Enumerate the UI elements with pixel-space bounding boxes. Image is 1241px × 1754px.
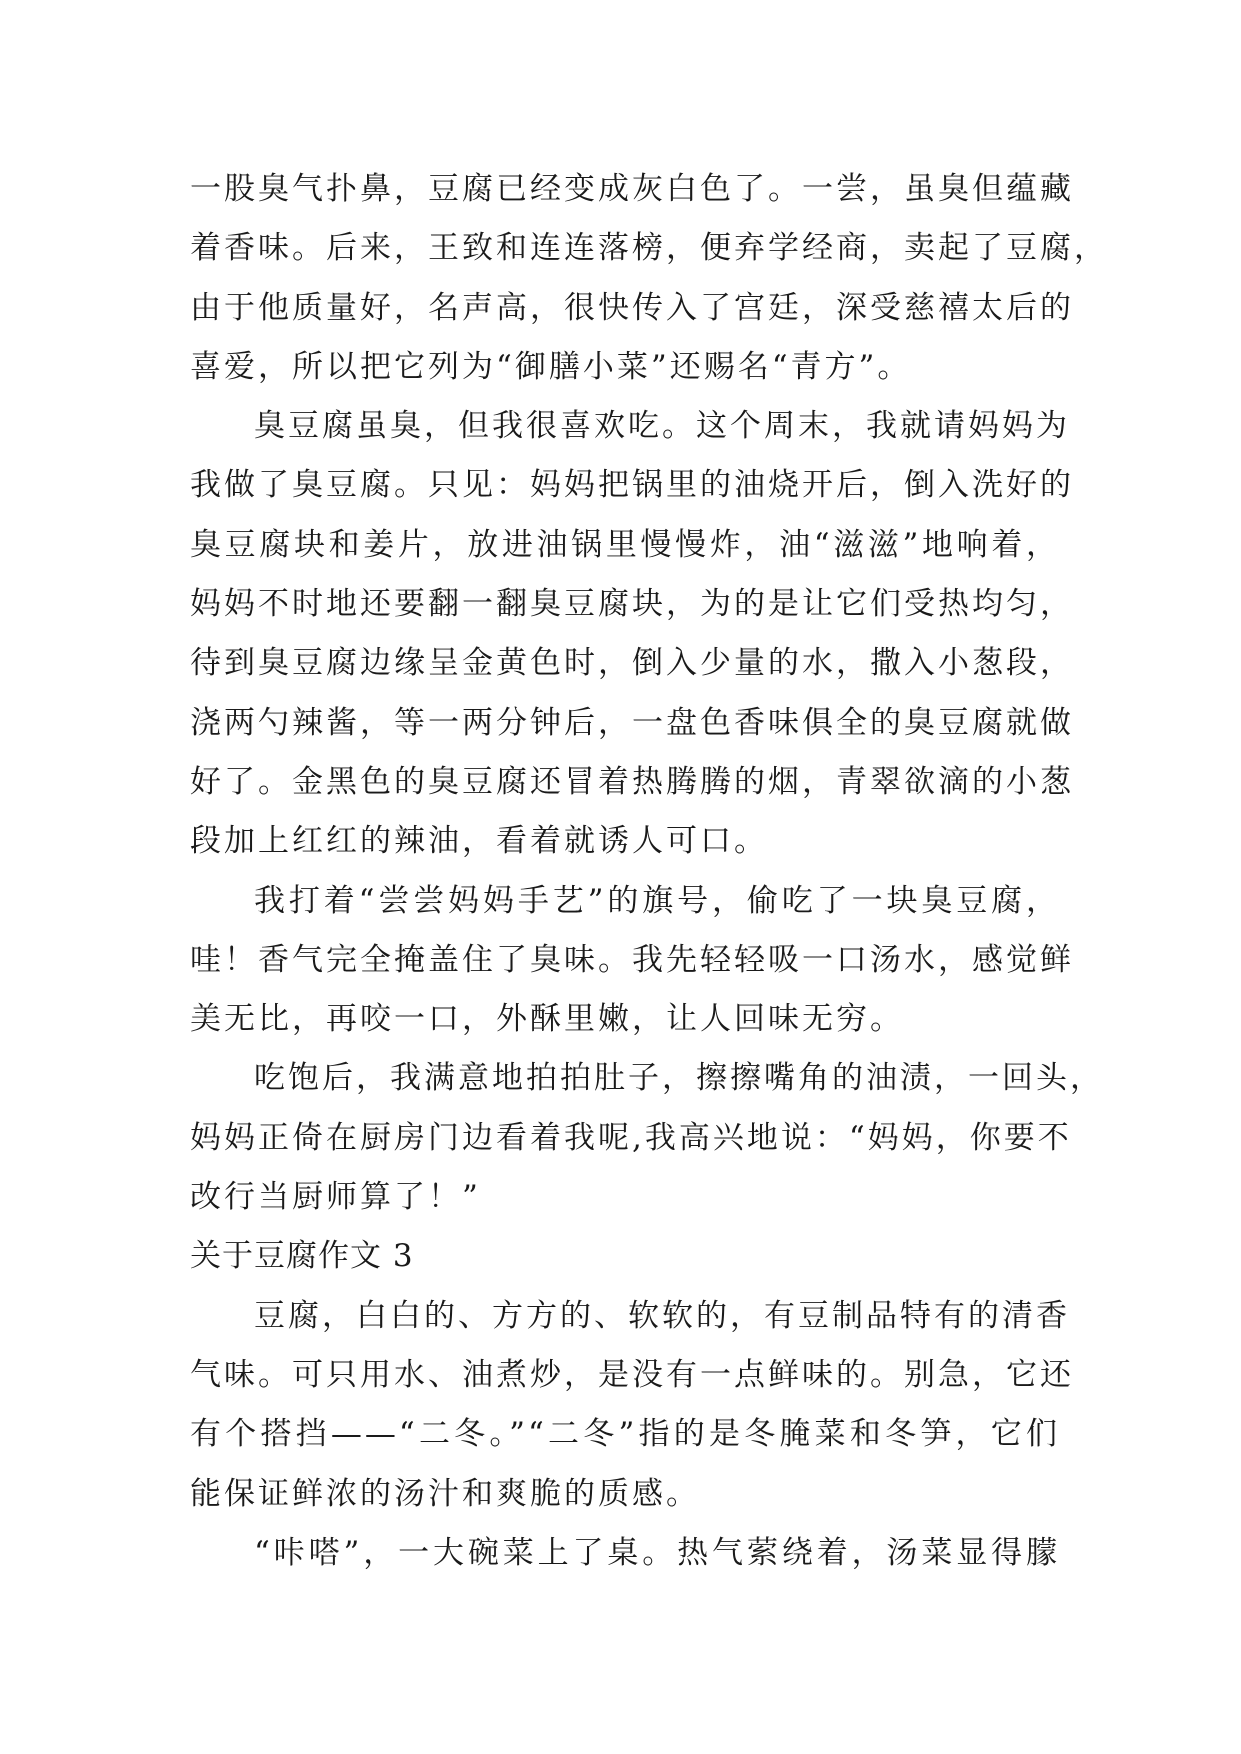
paragraph-first-line: “咔嗒”，一大碗菜上了桌。热气萦绕着，汤菜显得朦 xyxy=(254,1534,1060,1571)
text-line: 待到臭豆腐边缘呈金黄色时，倒入少量的水，撒入小葱段， xyxy=(190,645,1074,682)
text-line: 哇！香气完全掩盖住了臭味。我先轻轻吸一口汤水，感觉鲜 xyxy=(190,941,1074,978)
paragraph-first-line: 臭豆腐虽臭，但我很喜欢吃。这个周末，我就请妈妈为 xyxy=(254,408,1070,445)
text-line: 臭豆腐块和姜片，放进油锅里慢慢炸，油“滋滋”地响着， xyxy=(190,526,1060,563)
paragraph-first-line: 吃饱后，我满意地拍拍肚子，擦擦嘴角的油渍，一回头， xyxy=(254,1060,1104,1097)
paragraph-first-line: 我打着“尝尝妈妈手艺”的旗号，偷吃了一块臭豆腐， xyxy=(254,882,1060,919)
text-line: 喜爱，所以把它列为“御膳小菜”还赐名“青方”。 xyxy=(190,348,912,385)
text-line: 浇两勺辣酱，等一两分钟后，一盘色香味俱全的臭豆腐就做 xyxy=(190,704,1074,741)
document-body xyxy=(190,160,1108,1583)
text-line: 妈妈不时地还要翻一翻臭豆腐块，为的是让它们受热均匀， xyxy=(190,586,1074,623)
text-line: 改行当厨师算了！” xyxy=(190,1179,481,1216)
paragraph-first-line: 豆腐，白白的、方方的、软软的，有豆制品特有的清香 xyxy=(254,1297,1070,1334)
text-line: 好了。金黑色的臭豆腐还冒着热腾腾的烟，青翠欲滴的小葱 xyxy=(190,763,1074,800)
text-line: 美无比，再咬一口，外酥里嫩，让人回味无穷。 xyxy=(190,1001,904,1038)
text-line: 我做了臭豆腐。只见：妈妈把锅里的油烧开后，倒入洗好的 xyxy=(190,467,1074,504)
section-heading: 关于豆腐作文 3 xyxy=(190,1238,414,1275)
text-line: 妈妈正倚在厨房门边看着我呢,我高兴地说：“妈妈，你要不 xyxy=(190,1119,1072,1156)
text-line: 有个搭挡——“二冬。”“二冬”指的是冬腌菜和冬笋，它们 xyxy=(190,1416,1060,1453)
text-line: 由于他质量好，名声高，很快传入了宫廷，深受慈禧太后的 xyxy=(190,289,1074,326)
text-line: 段加上红红的辣油，看着就诱人可口。 xyxy=(190,823,768,860)
text-line: 气味。可只用水、油煮炒，是没有一点鲜味的。别急，它还 xyxy=(190,1356,1074,1393)
text-line: 一股臭气扑鼻，豆腐已经变成灰白色了。一尝，虽臭但蕴藏 xyxy=(190,171,1074,207)
text-line: 着香味。后来，王致和连连落榜，便弃学经商，卖起了豆腐， xyxy=(190,230,1108,267)
text-line: 能保证鲜浓的汤汁和爽脆的质感。 xyxy=(190,1475,700,1512)
